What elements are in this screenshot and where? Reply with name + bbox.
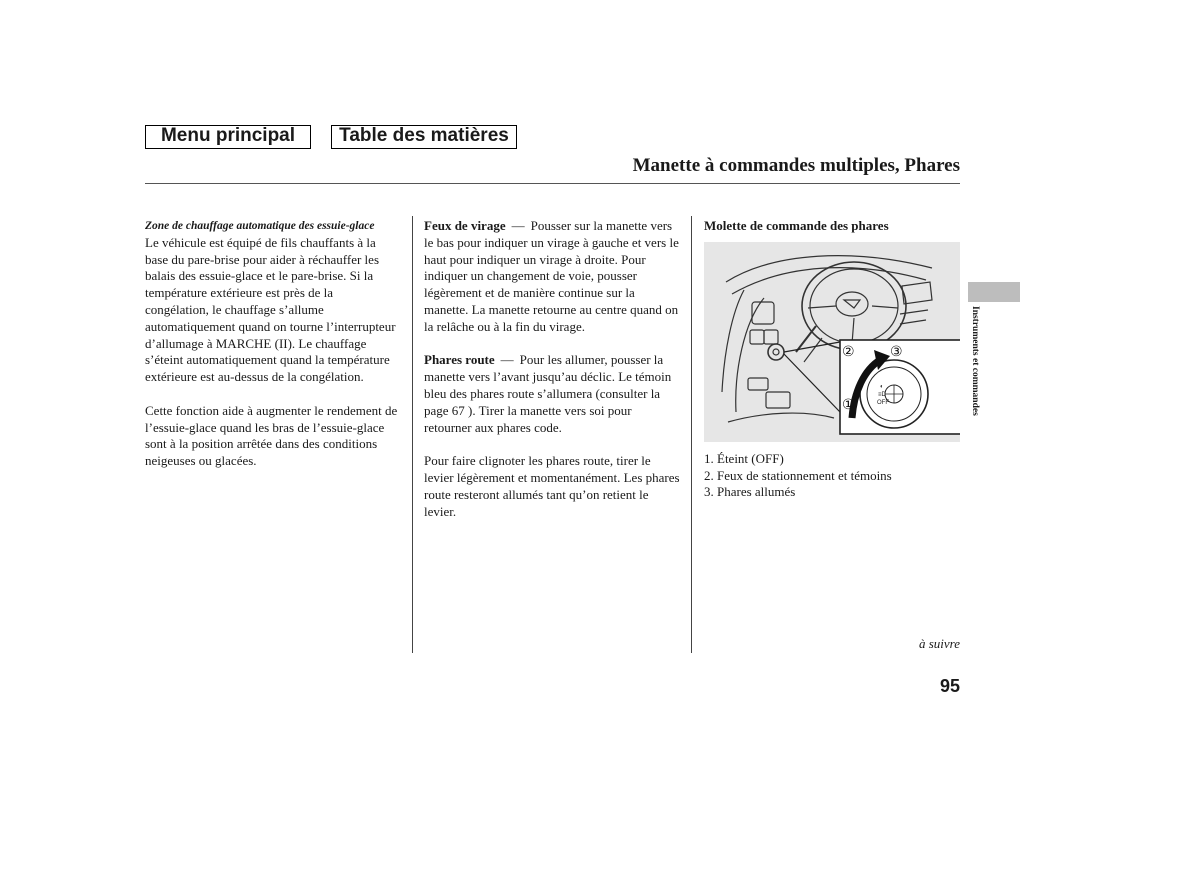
- headlight-position-list: [704, 451, 960, 501]
- page-title: Manette à commandes multiples, Phares: [632, 155, 960, 176]
- section-side-label: Instruments et commandes: [970, 306, 980, 416]
- page-number: 95: [939, 676, 960, 696]
- continued-label: à suivre: [918, 636, 960, 651]
- turn-signals-heading: Feux de virage: [424, 218, 506, 233]
- section-tab-marker: [968, 282, 1020, 302]
- column-middle: [424, 218, 680, 520]
- headlight-control-heading: Molette de commande des phares: [704, 218, 889, 233]
- paragraph-turn-signals: [424, 218, 680, 336]
- table-des-matieres-button[interactable]: Table des matières: [331, 125, 517, 149]
- high-beams-text: Pour les allumer, pousser la manette vers l’avant jusqu’au déclic. Le témoin bleu des phares route s’allumera (consulter la page 67 ). Tirer la manette vers soi pour retourner aux phares code.: [424, 352, 672, 435]
- column-divider: [412, 216, 413, 653]
- turn-signals-text: Pousser sur la manette vers le bas pour indiquer un virage à gauche et vers le haut pour indiquer un virage à droite. Pour indiquer un changement de voie, pousser légèrement et de manière continue sur la manette. La manette retourne au centre quand on la relâche ou à la fin du virage.: [424, 218, 679, 334]
- dashboard-illustration: [704, 242, 960, 442]
- title-divider: [145, 183, 960, 184]
- section-heading-wiper-heater: Zone de chauffage automatique des essuie-glace: [145, 220, 375, 232]
- column-right: [704, 218, 960, 501]
- menu-principal-button[interactable]: Menu principal: [145, 125, 311, 149]
- column-left: [145, 218, 400, 470]
- callout-2: ②: [842, 343, 855, 360]
- paragraph-flash-high-beams: Pour faire clignoter les phares route, tirer le levier légèrement et momentanément. Les phares route resteront allumés tant qu’on retient le levier.: [424, 453, 680, 519]
- paragraph-wiper-heater: Le véhicule est équipé de fils chauffants à la base du pare-brise pour aider à réchauffer les balais des essuie-glace et le pare-brise. Si la température extérieure est près de la congélation, le chauffage s’allume automatiquement quand on tourne l’interrupteur d’allumage à MARCHE (II). Le chauffage s’éteint automatiquement quand la température extérieure est au-dessus de la congélation.: [145, 234, 396, 385]
- dash: —: [500, 352, 514, 368]
- callout-3: ③: [890, 343, 903, 360]
- list-item: 3. Phares allumés: [704, 484, 796, 500]
- callout-1: ①: [842, 396, 855, 413]
- svg-text:◐: ◐: [880, 383, 884, 390]
- column-divider: [691, 216, 692, 653]
- list-item: 2. Feux de stationnement et témoins: [704, 467, 892, 483]
- list-item: 1. Éteint (OFF): [704, 450, 784, 466]
- dash: —: [511, 218, 525, 233]
- dial-off-label: OFF: [877, 399, 889, 406]
- svg-text:≡D: ≡D: [878, 391, 886, 398]
- high-beams-heading: Phares route: [424, 352, 495, 368]
- dashboard-drawing: [704, 242, 960, 442]
- paragraph-wiper-function: Cette fonction aide à augmenter le rendement de l’essuie-glace quand les bras de l’essuie-glace sont à la position arrêtée dans des conditions neigeuses ou glacées.: [145, 402, 398, 469]
- paragraph-high-beams: [424, 352, 680, 436]
